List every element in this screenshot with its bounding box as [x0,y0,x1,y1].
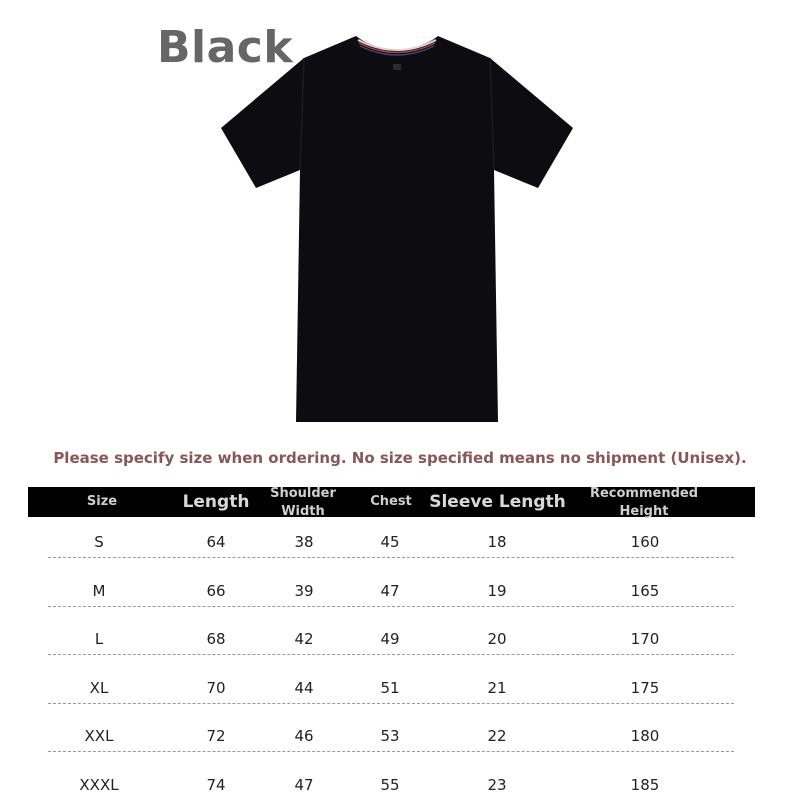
cell-sleeve-length: 22 [487,727,507,746]
cell-shoulder-width: 42 [294,630,314,649]
cell-length: 72 [206,727,226,746]
cell-sleeve-length: 19 [487,581,507,600]
header-length: Length [182,492,250,512]
row-divider [48,557,734,558]
cell-chest: 51 [380,678,400,697]
cell-size: L [94,630,104,649]
row-divider [48,703,734,704]
cell-recommended-height: 170 [630,630,660,649]
cell-shoulder-width: 46 [294,727,314,746]
cell-sleeve-length: 23 [487,776,507,794]
cell-sleeve-length: 18 [487,533,507,551]
header-chest: Chest [370,494,412,509]
cell-recommended-height: 175 [630,678,660,697]
cell-length: 68 [206,630,226,649]
cell-shoulder-width: 44 [294,678,314,697]
cell-recommended-height: 165 [630,581,660,600]
cell-size: XL [89,678,109,697]
cell-chest: 47 [380,581,400,600]
row-divider [48,751,734,752]
cell-shoulder-width: 39 [294,581,314,600]
cell-length: 64 [206,533,226,551]
row-divider [48,654,734,655]
cell-recommended-height: 185 [630,776,660,794]
cell-size: M [92,581,106,600]
row-divider [48,606,734,607]
header-size: Size [86,494,118,509]
cell-length: 74 [206,776,226,794]
cell-length: 70 [206,678,226,697]
cell-size: S [94,533,104,551]
header-sleeve-length: Sleeve Length [429,492,566,512]
cell-chest: 55 [380,776,400,794]
cell-chest: 45 [380,533,400,551]
size-notice: Please specify size when ordering. No size specified means no shipment (Unisex). [53,449,747,467]
cell-shoulder-width: 38 [294,533,314,551]
cell-recommended-height: 180 [630,727,660,746]
cell-sleeve-length: 20 [487,630,507,649]
color-label: Black [157,22,294,73]
header-shoulder-width: Shoulder Width [270,486,336,519]
tshirt-image [218,28,576,424]
cell-shoulder-width: 47 [294,776,314,794]
cell-chest: 49 [380,630,400,649]
cell-size: XXXL [79,776,119,794]
cell-length: 66 [206,581,226,600]
cell-chest: 53 [380,727,400,746]
cell-sleeve-length: 21 [487,678,507,697]
cell-size: XXL [84,727,114,746]
header-recommended-height: Recommended Height [589,486,699,519]
cell-recommended-height: 160 [630,533,660,551]
